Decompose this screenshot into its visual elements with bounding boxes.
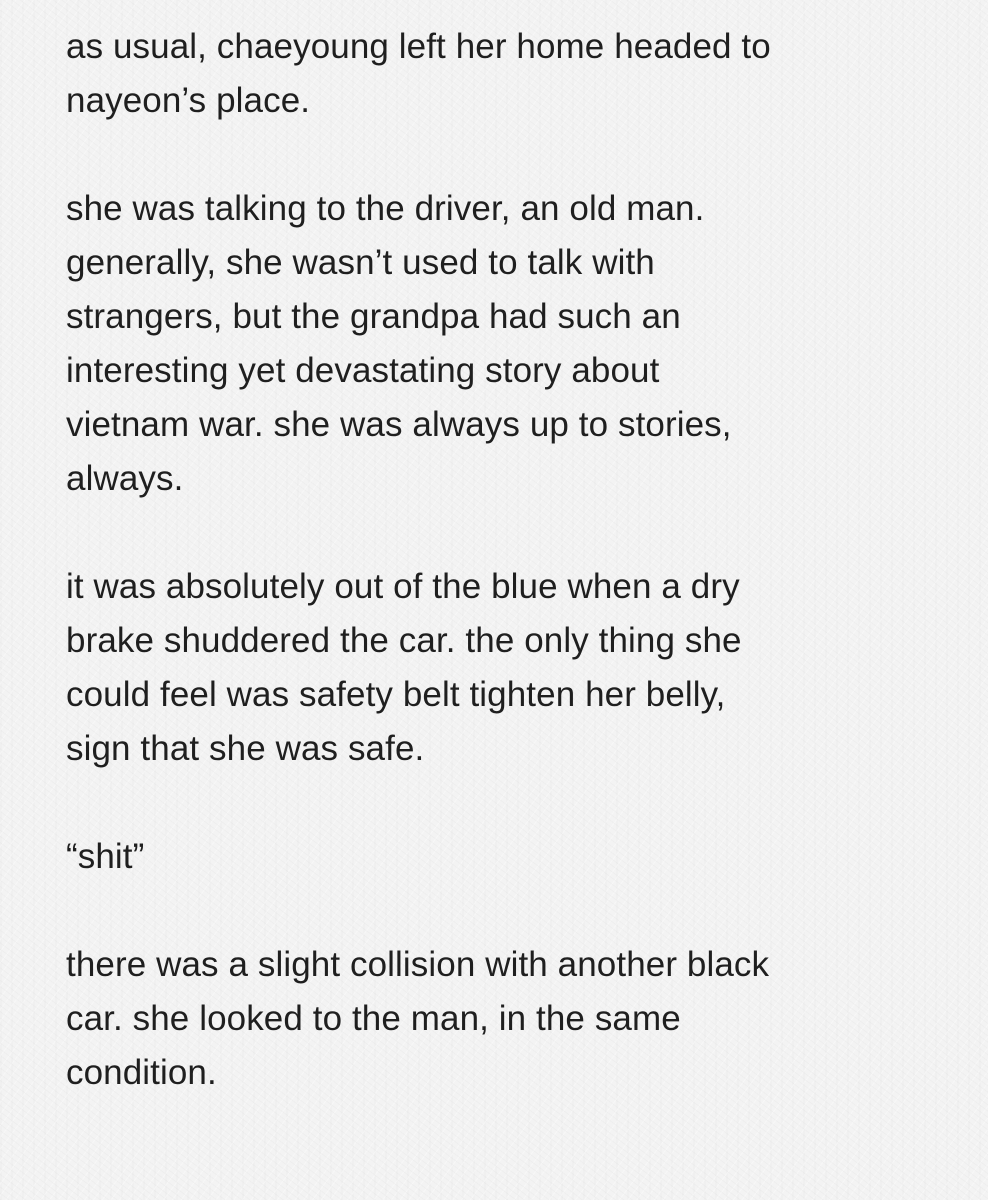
paragraph-spacer: [66, 884, 946, 938]
paragraph: [66, 938, 946, 1100]
text-line: strangers, but the grandpa had such an: [66, 297, 681, 336]
text-line: she was talking to the driver, an old man.: [66, 189, 705, 228]
note-body: [66, 20, 946, 1100]
paragraph: [66, 182, 946, 506]
text-line: vietnam war. she was always up to stories,: [66, 405, 732, 444]
text-line: condition.: [66, 1053, 217, 1092]
text-line: sign that she was safe.: [66, 729, 425, 768]
text-line: interesting yet devastating story about: [66, 351, 660, 390]
text-line: brake shuddered the car. the only thing she: [66, 621, 742, 660]
text-line: it was absolutely out of the blue when a dry: [66, 567, 740, 606]
text-line: nayeon’s place.: [66, 81, 311, 120]
text-line: could feel was safety belt tighten her belly,: [66, 675, 726, 714]
text-line: car. she looked to the man, in the same: [66, 999, 681, 1038]
paragraph-spacer: [66, 128, 946, 182]
paragraph-spacer: [66, 506, 946, 560]
paragraph-spacer: [66, 776, 946, 830]
paragraph: [66, 20, 946, 128]
paragraph: [66, 830, 946, 884]
paragraph: [66, 560, 946, 776]
text-line: always.: [66, 459, 184, 498]
text-line: there was a slight collision with another black: [66, 945, 770, 984]
text-line: “shit”: [66, 837, 145, 876]
text-line: generally, she wasn’t used to talk with: [66, 243, 655, 282]
text-line: as usual, chaeyoung left her home headed to: [66, 27, 771, 66]
